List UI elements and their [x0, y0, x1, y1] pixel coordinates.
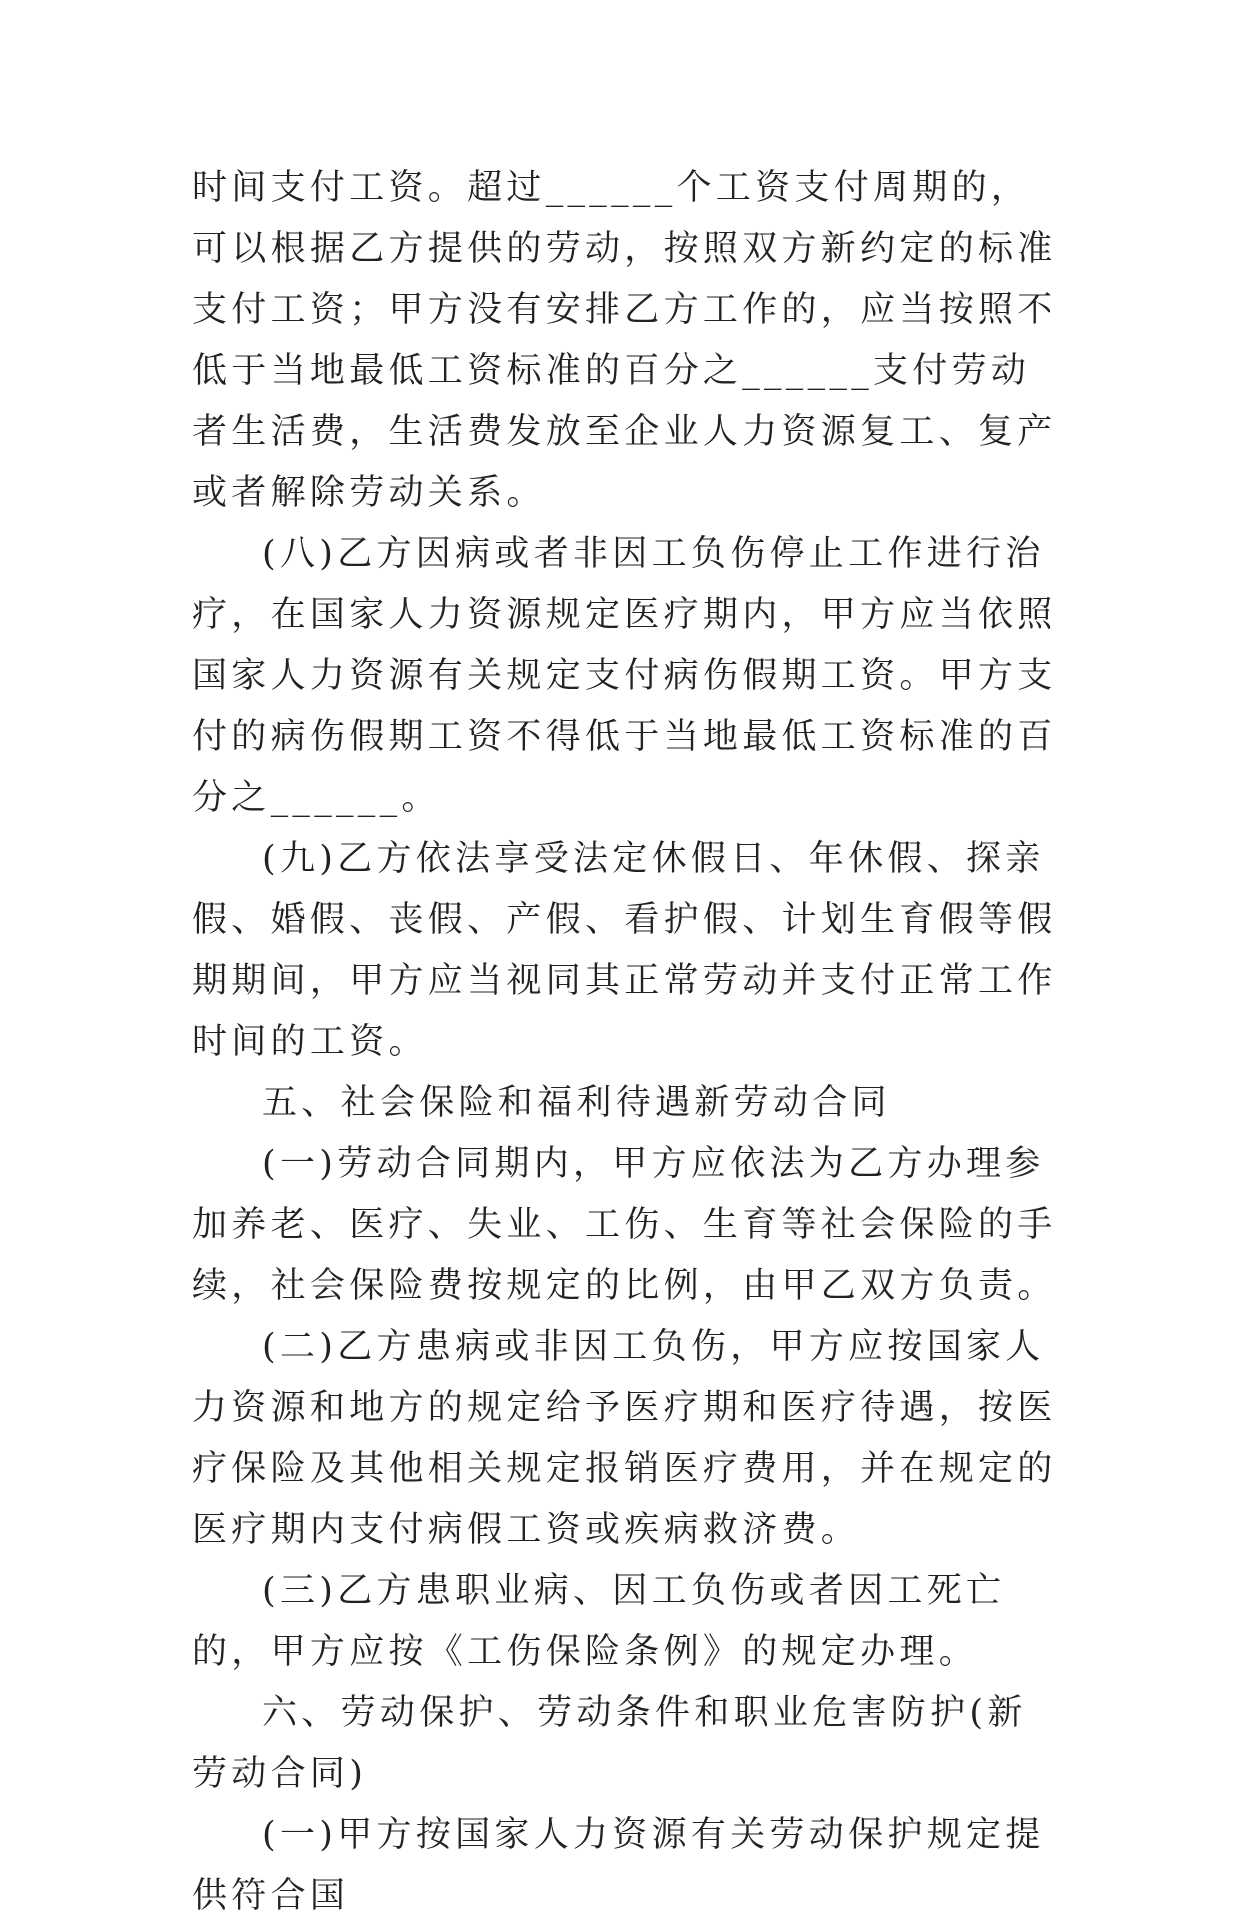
paragraph-item-9-holidays: (九)乙方依法享受法定休假日、年休假、探亲假、婚假、丧假、产假、看护假、计划生育假等假期期间，甲方应当视同其正常劳动并支付正常工作时间的工资。	[192, 839, 1057, 1062]
paragraph-insurance-item-1: (一)劳动合同期内，甲方应依法为乙方办理参加养老、医疗、失业、工伤、生育等社会保险的手续，社会保险费按规定的比例，由甲乙双方负责。	[192, 1144, 1057, 1306]
paragraph-item-8-sick-leave: (八)乙方因病或者非因工负伤停止工作进行治疗，在国家人力资源规定医疗期内，甲方应当依照国家人力资源有关规定支付病伤假期工资。甲方支付的病伤假期工资不得低于当地最低工资标准的百分之______。	[192, 534, 1057, 818]
section-heading-social-insurance: 五、社会保险和福利待遇新劳动合同	[262, 1083, 891, 1123]
paragraph-protection-item-1: (一)甲方按国家人力资源有关劳动保护规定提供符合国	[192, 1815, 1045, 1916]
paragraph-insurance-item-2: (二)乙方患病或非因工负伤，甲方应按国家人力资源和地方的规定给予医疗期和医疗待遇，按医疗保险及其他相关规定报销医疗费用，并在规定的医疗期内支付病假工资或疾病救济费。	[192, 1327, 1057, 1550]
paragraph-insurance-item-3: (三)乙方患职业病、因工负伤或者因工死亡的，甲方应按《工伤保险条例》的规定办理。	[192, 1571, 1006, 1672]
section-heading-labor-protection: 六、劳动保护、劳动条件和职业危害防护(新劳动合同)	[192, 1693, 1027, 1794]
paragraph-wage-continuation: 时间支付工资。超过______个工资支付周期的，可以根据乙方提供的劳动，按照双方新约定的标准支付工资；甲方没有安排乙方工作的，应当按照不低于当地最低工资标准的百分之______支付劳动者生活费，生活费发放至企业人力资源复工、复产或者解除劳动关系。	[192, 168, 1057, 513]
document-body	[192, 158, 1062, 1927]
